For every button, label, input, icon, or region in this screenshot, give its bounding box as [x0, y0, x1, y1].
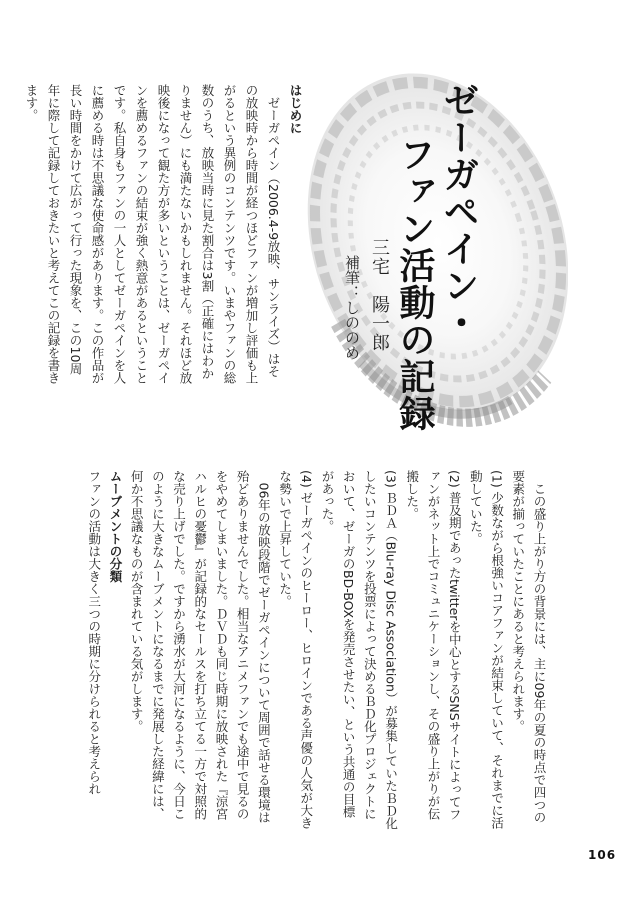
- assistant-credit: 補筆：しののめ: [343, 255, 361, 360]
- article-title-line-2: ファン活動の記録: [394, 136, 435, 432]
- paragraph: この盛り上がり方の背景には、主に09年の夏の時点で四つの要素が揃っていたことにあると考えられます。: [510, 470, 547, 824]
- paragraph: (2) 普及期であったtwitterを中心とするSNSサイトによってファンがネット上でコミュニケーションし、その盛り上がりが伝搬した。: [404, 470, 463, 821]
- article-title-line-1: ゼーガペイン・: [438, 82, 479, 341]
- intro-heading: はじめに: [288, 84, 303, 134]
- main-text-section: [88, 470, 550, 830]
- intro-body: ゼーガペイン（2006.4-9放映、サンライズ）はその放映時から時間が経つほどファンが増加し評価も上がるという異例のコンテンツです。いまやファンの総数のうち、放映当時に見た割合は3割（正確にはわかりません）にも満たないかもしれません。それほど放映後になって観た方が多いということは、ゼーガペインを薦めるファンの結束が強く熱意があるということです。私自身もファンの一人としてゼーガペインを人に薦める時は不思議な使命感があります。この作品が長い時間をかけて広がって行った現象を、この10周年に際して記録しておきたいと考えてこの記録を書きます。: [24, 84, 281, 384]
- intro-section: [24, 84, 306, 384]
- section-body: ファンの活動は大きく三つの時期に分けられると考えられ: [86, 470, 102, 795]
- paragraph: (4) ゼーガペインのヒーロー、ヒロインである声優の人気が大きな勢いで上昇していた。: [277, 470, 314, 830]
- paragraph: 06年の放映段階でゼーガペインについて周囲で話せる環境は殆どありませんでした。相当なアニメファンでも途中で見るのをやめてしまいました。ＤＶＤも同じ時期に放映された『涼宮ハルヒの憂鬱』が記録的なセールスを打ち立てる一方で対照的な売り上げでした。ですから湧水が大河になるように、今日このように大きなムーブメントになるまでに発展した経緯には、何か不思議なものが含まれている気がします。: [129, 470, 272, 824]
- page-number: 106: [588, 848, 617, 862]
- author-name: 三宅 陽一郎: [369, 238, 390, 352]
- section-heading: ムーブメントの分類: [107, 470, 123, 583]
- paragraph: (3) ＢＤＡ（Blu-ray Disc Association）が募集していたＢＤ化したいコンテンツを投票によって決めるＢＤ化プロジェクトにおいて、ゼーガのBD-BOXを発売させたい、という共通の目標があった。: [319, 470, 399, 830]
- paragraph: (1) 少数ながら根強いコアファンが結束していて、それまでに活動していた。: [468, 470, 505, 830]
